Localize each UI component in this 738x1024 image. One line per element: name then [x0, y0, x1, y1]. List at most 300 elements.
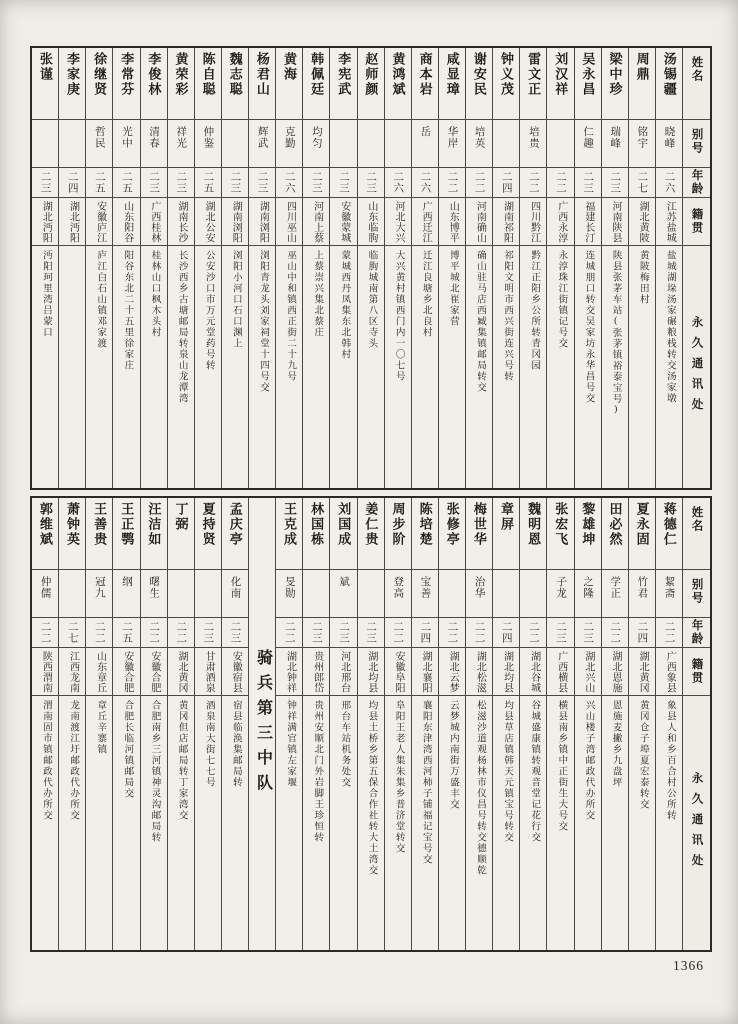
person-name-cell	[330, 48, 356, 120]
row-header-label-name: 姓名	[690, 506, 703, 533]
person-age-cell	[575, 168, 601, 198]
person-native: 河南陕县	[609, 200, 621, 243]
person-name-cell	[141, 48, 167, 120]
person-age: 二四	[500, 621, 512, 644]
row-header-label-alias: 别号	[690, 578, 703, 605]
person-address: 博平城北崔家营	[447, 250, 458, 327]
person-age: 二四	[419, 621, 431, 644]
person-address-cell	[113, 246, 139, 488]
person-name: 王正鹗	[119, 502, 135, 547]
person-address-cell	[493, 696, 519, 950]
person-column	[168, 498, 195, 950]
person-name: 韩佩廷	[309, 52, 325, 97]
person-native: 甘肃酒泉	[203, 650, 215, 693]
person-column	[303, 48, 330, 488]
person-address: 渭南固市镇邮政代办所交	[41, 700, 52, 821]
person-address-cell	[113, 696, 139, 950]
person-name-cell	[547, 498, 573, 570]
person-name-cell	[59, 498, 85, 570]
person-native: 广西桂林	[148, 200, 160, 243]
person-alias-cell	[59, 120, 85, 168]
person-alias: 仲儒	[39, 576, 51, 599]
person-address-cell	[385, 696, 411, 950]
person-native: 湖北黄陂	[637, 200, 649, 243]
person-alias: 华岸	[446, 126, 458, 149]
person-column	[330, 48, 357, 488]
person-alias-cell	[439, 120, 465, 168]
person-age-cell	[276, 618, 302, 648]
person-native: 湖南祁阳	[501, 200, 513, 243]
person-name-cell	[412, 498, 438, 570]
person-address: 浏阳小河口石口渊上	[230, 250, 241, 349]
person-name-cell	[520, 498, 546, 570]
person-name-cell	[168, 498, 194, 570]
person-native: 湖北均县	[365, 650, 377, 693]
person-age-cell	[113, 168, 139, 198]
person-address: 黄冈但店邮局转丁家湾交	[176, 700, 187, 821]
person-alias-cell	[303, 570, 329, 618]
person-age: 二三	[148, 171, 160, 194]
person-alias-cell	[358, 570, 384, 618]
person-column	[141, 48, 168, 488]
person-address: 阳谷东北二十五里徐家庄	[122, 250, 133, 371]
person-native: 山东博平	[447, 200, 459, 243]
person-column	[141, 498, 168, 950]
person-native: 湖北公安	[203, 200, 215, 243]
person-alias: 清春	[148, 126, 160, 149]
person-age: 二二	[663, 621, 675, 644]
row-header-cell	[683, 648, 710, 696]
person-name: 杨君山	[254, 52, 270, 97]
person-native: 江苏盐城	[664, 200, 676, 243]
person-age-cell	[656, 618, 682, 648]
person-column	[168, 48, 195, 488]
person-name: 黄荣彩	[173, 52, 189, 97]
person-native: 河北邢台	[338, 650, 350, 693]
row-header-label-address: 永久通讯处	[690, 771, 703, 875]
person-native: 安徽蒙城	[338, 200, 350, 243]
person-name-cell	[547, 48, 573, 120]
person-alias: 铭宇	[636, 126, 648, 149]
person-age-cell	[32, 618, 58, 648]
person-alias: 治华	[473, 576, 485, 599]
person-native: 安徽庐江	[94, 200, 106, 243]
person-alias: 均匀	[310, 126, 322, 149]
person-age-cell	[466, 168, 492, 198]
person-age: 二五	[120, 621, 132, 644]
header-column	[683, 48, 710, 488]
row-header-label-native: 籍贯	[690, 658, 703, 685]
person-name-cell	[629, 48, 655, 120]
person-native: 山东章丘	[94, 650, 106, 693]
person-age: 二二	[473, 171, 485, 194]
person-name-cell	[575, 48, 601, 120]
person-address: 上蔡崇兴集北蔡庄	[312, 250, 323, 338]
person-column	[602, 498, 629, 950]
person-name-cell	[303, 498, 329, 570]
person-age: 二四	[66, 171, 78, 194]
person-name: 钟义茂	[499, 52, 514, 97]
section-divider-column	[249, 498, 276, 950]
person-age-cell	[249, 168, 275, 198]
person-native: 湖北谷城	[528, 650, 540, 693]
person-address: 云梦城内南街万盛丰交	[447, 700, 458, 810]
person-age-cell	[439, 168, 465, 198]
person-address: 钟祥满官镇左家堰	[285, 700, 296, 788]
person-age: 二二	[527, 621, 539, 644]
person-address: 谷城盛康镇转观音堂记花行交	[529, 700, 540, 843]
person-name-cell	[466, 48, 492, 120]
person-native: 湖北沔阳	[40, 200, 52, 243]
person-native: 湖北黄冈	[175, 650, 187, 693]
person-alias-cell	[385, 570, 411, 618]
person-alias-cell	[385, 120, 411, 168]
person-name: 王克成	[282, 502, 297, 547]
person-age-cell	[32, 168, 58, 198]
person-name-cell	[86, 48, 112, 120]
person-age-cell	[195, 168, 221, 198]
person-native-cell	[656, 198, 682, 246]
person-alias-cell	[330, 570, 356, 618]
person-address-cell	[575, 696, 601, 950]
person-column	[222, 48, 249, 488]
person-alias-cell	[412, 120, 438, 168]
person-address: 蒙城西丹凤集东北韩村	[339, 250, 350, 360]
person-address: 襄阳东津湾西河柿子铺福记宝号交	[420, 700, 431, 865]
person-native-cell	[32, 648, 58, 696]
person-alias: 培英	[473, 126, 485, 149]
person-alias-cell	[656, 570, 682, 618]
person-name-cell	[656, 498, 682, 570]
person-native: 湖北恩施	[609, 650, 621, 693]
person-column	[629, 48, 656, 488]
person-native-cell	[358, 198, 384, 246]
person-column	[575, 48, 602, 488]
person-name: 蒋德仁	[661, 502, 677, 547]
person-column	[358, 498, 385, 950]
person-name: 李常芬	[119, 52, 135, 97]
person-column	[575, 498, 602, 950]
person-age: 二六	[392, 171, 404, 194]
person-name: 商本岩	[417, 52, 433, 97]
person-native-cell	[168, 198, 194, 246]
person-native-cell	[547, 648, 573, 696]
person-name-cell	[141, 498, 167, 570]
person-address: 盐城湖垛汤家碾粮栈转交汤家墩	[664, 250, 675, 404]
person-address: 合肥长临河镇邮局交	[122, 700, 133, 799]
person-name: 徐继贤	[92, 52, 108, 97]
person-name: 周鼎	[634, 52, 650, 82]
person-address-cell	[32, 696, 58, 950]
person-alias: 曙生	[148, 576, 160, 599]
person-alias-cell	[141, 570, 167, 618]
person-address-cell	[141, 246, 167, 488]
person-native-cell	[629, 648, 655, 696]
person-name: 吴永昌	[580, 52, 596, 97]
person-address-cell	[303, 696, 329, 950]
person-age-cell	[222, 168, 248, 198]
person-name: 张修亭	[444, 502, 460, 547]
person-name: 萧钟英	[65, 502, 80, 547]
person-address: 横县南乡镇中正街生大号交	[556, 700, 567, 832]
person-name: 陈培楚	[417, 502, 433, 547]
person-alias: 瑞峰	[609, 126, 621, 149]
person-address-cell	[59, 246, 85, 488]
person-native: 河南确山	[474, 200, 486, 243]
person-address-cell	[547, 696, 573, 950]
person-address-cell	[466, 246, 492, 488]
person-native: 贵州郎岱	[311, 650, 323, 693]
person-name: 李宪武	[336, 52, 352, 97]
person-address-cell	[656, 696, 682, 950]
person-name: 张宏飞	[553, 502, 569, 547]
person-age: 二二	[93, 621, 105, 644]
person-alias-cell	[59, 570, 85, 618]
person-age: 二三	[202, 621, 214, 644]
person-address-cell	[141, 696, 167, 950]
person-column	[439, 48, 466, 488]
person-alias-cell	[412, 570, 438, 618]
person-native: 广西象县	[664, 650, 676, 693]
person-native-cell	[141, 648, 167, 696]
person-native-cell	[385, 198, 411, 246]
person-address-cell	[276, 246, 302, 488]
person-age-cell	[493, 168, 519, 198]
person-age: 二三	[365, 621, 377, 644]
person-column	[32, 48, 59, 488]
person-address: 连城朋口转交吴家坊永华昌号交	[583, 250, 594, 404]
person-column	[113, 48, 140, 488]
person-name: 刘汉祥	[553, 52, 569, 97]
person-age: 二五	[202, 171, 214, 194]
person-address: 庐江白石山镇邓家渡	[95, 250, 106, 349]
person-native-cell	[141, 198, 167, 246]
person-name-cell	[358, 48, 384, 120]
person-native-cell	[168, 648, 194, 696]
person-alias: 学正	[609, 576, 621, 599]
person-name-cell	[330, 498, 356, 570]
person-name-cell	[168, 48, 194, 120]
person-name-cell	[493, 48, 519, 120]
person-age: 二二	[527, 171, 539, 194]
person-name: 张谨	[37, 52, 53, 82]
person-address-cell	[358, 696, 384, 950]
row-header-cell	[683, 618, 710, 648]
person-native-cell	[330, 648, 356, 696]
person-age: 二三	[554, 621, 566, 644]
person-age: 二二	[446, 171, 458, 194]
person-native-cell	[249, 198, 275, 246]
person-alias-cell	[547, 570, 573, 618]
person-name: 梅世华	[471, 502, 487, 547]
person-age: 二五	[120, 171, 132, 194]
person-name-cell	[276, 498, 302, 570]
person-age-cell	[439, 618, 465, 648]
person-alias-cell	[520, 570, 546, 618]
person-column	[195, 498, 222, 950]
person-name: 李俊林	[146, 52, 162, 97]
person-age: 二三	[175, 171, 187, 194]
person-column	[466, 48, 493, 488]
person-alias: 冠九	[93, 576, 105, 599]
person-alias-cell	[86, 120, 112, 168]
person-address: 恩施麦撇乡九盘坪	[610, 700, 621, 788]
person-native: 陕西渭南	[40, 650, 52, 693]
person-alias-cell	[629, 570, 655, 618]
person-name-cell	[249, 48, 275, 120]
person-column	[59, 498, 86, 950]
person-age-cell	[575, 618, 601, 648]
person-name-cell	[466, 498, 492, 570]
person-alias-cell	[222, 570, 248, 618]
person-age: 二四	[500, 171, 512, 194]
squadron-title: 骑兵第三中队	[254, 649, 272, 799]
person-name: 孟庆亭	[227, 502, 243, 547]
person-native-cell	[303, 198, 329, 246]
roster-table-lower	[30, 496, 712, 952]
person-name-cell	[493, 498, 519, 570]
person-native-cell	[656, 648, 682, 696]
person-native-cell	[195, 648, 221, 696]
person-alias-cell	[520, 120, 546, 168]
person-alias: 仁趣	[582, 126, 594, 149]
person-address-cell	[168, 696, 194, 950]
person-native: 河北大兴	[392, 200, 404, 243]
person-name: 雷文正	[526, 52, 542, 97]
person-native-cell	[575, 648, 601, 696]
person-age: 二三	[609, 171, 621, 194]
person-name: 汪洁如	[146, 502, 162, 547]
person-alias-cell	[629, 120, 655, 168]
person-native-cell	[330, 198, 356, 246]
person-age: 二三	[582, 621, 594, 644]
person-address-cell	[520, 246, 546, 488]
person-alias-cell	[113, 120, 139, 168]
person-alias-cell	[656, 120, 682, 168]
person-native-cell	[520, 198, 546, 246]
person-alias-cell	[303, 120, 329, 168]
row-header-cell	[683, 570, 710, 618]
person-age-cell	[466, 618, 492, 648]
person-address-cell	[330, 696, 356, 950]
person-age: 二三	[256, 171, 268, 194]
person-age-cell	[629, 618, 655, 648]
person-age: 二二	[148, 621, 160, 644]
person-column	[493, 48, 520, 488]
person-address-cell	[358, 246, 384, 488]
person-address: 兴山楼子湾邮政代办所交	[583, 700, 594, 821]
person-age-cell	[385, 168, 411, 198]
person-name: 林国栋	[309, 502, 325, 547]
person-name: 丁弼	[173, 502, 189, 532]
person-alias: 纲	[120, 576, 132, 588]
person-alias: 宝善	[419, 576, 431, 599]
person-native: 湖北襄阳	[420, 650, 432, 693]
person-alias-cell	[168, 120, 194, 168]
person-age: 二六	[663, 171, 675, 194]
person-native-cell	[303, 648, 329, 696]
person-native-cell	[59, 198, 85, 246]
person-name-cell	[86, 498, 112, 570]
person-name-cell	[276, 48, 302, 120]
person-address: 祁阳文明市西兴街连兴号转	[502, 250, 513, 382]
person-address-cell	[439, 696, 465, 950]
person-native: 安徽合肥	[121, 650, 133, 693]
person-age-cell	[330, 618, 356, 648]
person-alias-cell	[276, 120, 302, 168]
person-age: 二二	[392, 621, 404, 644]
person-native-cell	[439, 198, 465, 246]
person-column	[629, 498, 656, 950]
person-name: 郭维斌	[37, 502, 53, 547]
person-column	[358, 48, 385, 488]
person-column	[493, 498, 520, 950]
person-column	[276, 48, 303, 488]
person-address: 公安沙口市万元堂药号转	[203, 250, 214, 371]
person-alias-cell	[330, 120, 356, 168]
person-age: 二二	[446, 621, 458, 644]
person-name: 梁中珍	[607, 52, 623, 97]
person-address: 贵州安顺北门外岩脚王珍恒转	[312, 700, 323, 843]
person-age: 二二	[609, 621, 621, 644]
person-age: 二二	[39, 621, 51, 644]
person-address: 大兴黄村镇西门内一〇七号	[393, 250, 404, 382]
person-name-cell	[412, 48, 438, 120]
person-address-cell	[629, 696, 655, 950]
person-native: 安徽阜阳	[392, 650, 404, 693]
person-alias: 辉武	[256, 126, 268, 149]
person-age: 二三	[229, 171, 241, 194]
person-native: 安徽宿县	[230, 650, 242, 693]
person-native-cell	[575, 198, 601, 246]
person-address: 龙南渡江圩邮政代办所交	[68, 700, 79, 821]
person-address: 黔江正阳乡公所转青冈园	[529, 250, 540, 371]
person-age-cell	[602, 618, 628, 648]
person-address-cell	[547, 246, 573, 488]
row-header-cell	[683, 120, 710, 168]
person-native-cell	[439, 648, 465, 696]
person-name-cell	[113, 498, 139, 570]
row-header-cell	[683, 168, 710, 198]
person-column	[303, 498, 330, 950]
person-name: 黄鸿斌	[390, 52, 406, 97]
person-age: 二三	[582, 171, 594, 194]
person-name-cell	[303, 48, 329, 120]
person-column	[412, 498, 439, 950]
person-alias: 竹君	[636, 576, 648, 599]
person-age-cell	[276, 168, 302, 198]
person-address: 黄陂梅田村	[637, 250, 648, 305]
page-number: 1366	[673, 958, 704, 973]
person-column	[520, 498, 547, 950]
person-age: 二六	[283, 171, 295, 194]
person-alias-cell	[547, 120, 573, 168]
person-age: 二七	[66, 621, 78, 644]
person-age-cell	[195, 618, 221, 648]
person-name-cell	[113, 48, 139, 120]
person-address: 沔阳珂里湾吕蒙口	[41, 250, 52, 338]
person-column	[656, 498, 683, 950]
person-address: 合肥南乡三河镇神灵沟邮局转	[149, 700, 160, 843]
person-column	[222, 498, 249, 950]
person-address: 黄冈仓子埠夏宏泰转交	[637, 700, 648, 810]
person-name-cell	[385, 498, 411, 570]
person-name-cell	[629, 498, 655, 570]
person-column	[656, 48, 683, 488]
person-age-cell	[113, 618, 139, 648]
person-column	[385, 498, 412, 950]
person-age-cell	[86, 168, 112, 198]
